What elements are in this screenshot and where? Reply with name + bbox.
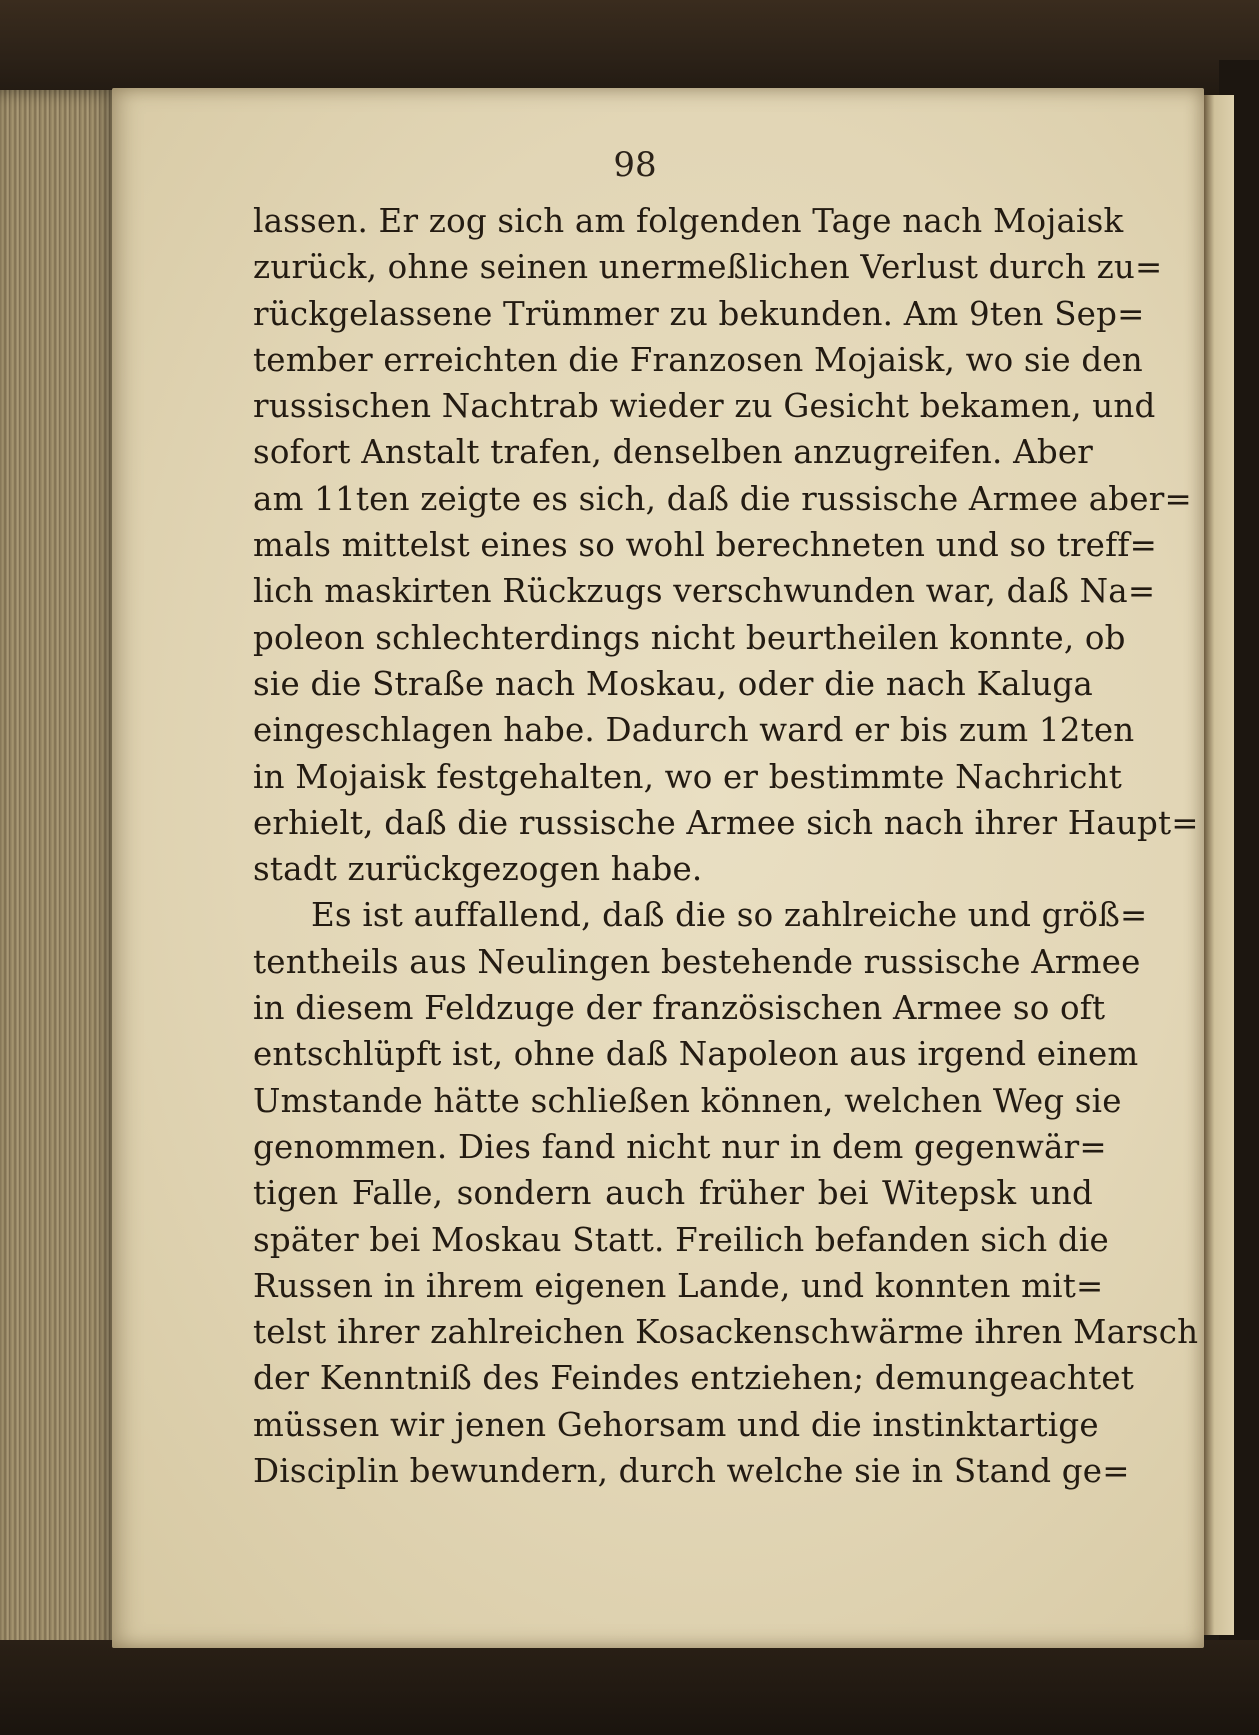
text-line: lassen. Er zog sich am folgenden Tage nach Mojaisk xyxy=(253,202,1124,240)
text-line: am 11ten zeigte es sich, daß die russische Armee aber= xyxy=(253,479,1192,518)
text-line: telst ihrer zahlreichen Kosackenschwärme ihren Marsch xyxy=(253,1313,1199,1352)
page-edges xyxy=(0,90,120,1690)
text-line: tember erreichten die Franzosen Mojaisk, wo sie den xyxy=(253,340,1143,379)
text-line: lich maskirten Rückzugs verschwunden war, daß Na= xyxy=(253,572,1156,611)
text-line: mals mittelst eines so wohl berechneten und so treff= xyxy=(253,526,1158,565)
text-line: tentheils aus Neulingen bestehende russische Armee xyxy=(253,942,1141,981)
page-number: 98 xyxy=(613,145,657,185)
text-line: müssen wir jenen Gehorsam und die instinktartige xyxy=(253,1405,1099,1444)
text-line: russischen Nachtrab wieder zu Gesicht bekamen, und xyxy=(253,387,1156,426)
text-line: zurück, ohne seinen unermeßlichen Verlust durch zu= xyxy=(253,248,1163,287)
text-line: der Kenntniß des Feindes entziehen; demungeachtet xyxy=(253,1359,1135,1398)
text-line: später bei Moskau Statt. Freilich befanden sich die xyxy=(253,1220,1109,1259)
text-line: entschlüpft ist, ohne daß Napoleon aus irgend einem xyxy=(253,1035,1139,1074)
text-line: genommen. Dies fand nicht nur in dem gegenwär= xyxy=(253,1127,1107,1166)
text-line: rückgelassene Trümmer zu bekunden. Am 9ten Sep= xyxy=(253,294,1145,333)
facing-page-edge xyxy=(1204,95,1234,1635)
text-line: Umstande hätte schließen können, welchen Weg sie xyxy=(253,1081,1122,1120)
text-line: eingeschlagen habe. Dadurch ward er bis zum 12ten xyxy=(253,711,1135,750)
book-cover-bottom xyxy=(0,1640,1259,1735)
text-line: in Mojaisk festgehalten, wo er bestimmte Nachricht xyxy=(253,757,1122,796)
text-line: erhielt, daß die russische Armee sich nach ihrer Haupt= xyxy=(253,803,1199,842)
text-line: in diesem Feldzuge der französischen Armee so oft xyxy=(253,989,1106,1028)
text-line: Es ist auffallend, daß die so zahlreiche und größ= xyxy=(311,896,1148,935)
text-line: sofort Anstalt trafen, denselben anzugreifen. Aber xyxy=(253,433,1093,472)
text-line: tigen Falle, sondern auch früher bei Witepsk und xyxy=(253,1174,1093,1213)
text-line: stadt zurückgezogen habe. xyxy=(253,850,703,889)
book-cover-top xyxy=(0,0,1259,95)
text-line: Russen in ihrem eigenen Lande, und konnten mit= xyxy=(253,1266,1104,1305)
text-line: sie die Straße nach Moskau, oder die nach Kaluga xyxy=(253,664,1093,703)
page-text xyxy=(253,198,1199,1494)
text-line: poleon schlechterdings nicht beurtheilen konnte, ob xyxy=(253,618,1126,657)
text-line: Disciplin bewundern, durch welche sie in Stand ge= xyxy=(253,1452,1130,1491)
